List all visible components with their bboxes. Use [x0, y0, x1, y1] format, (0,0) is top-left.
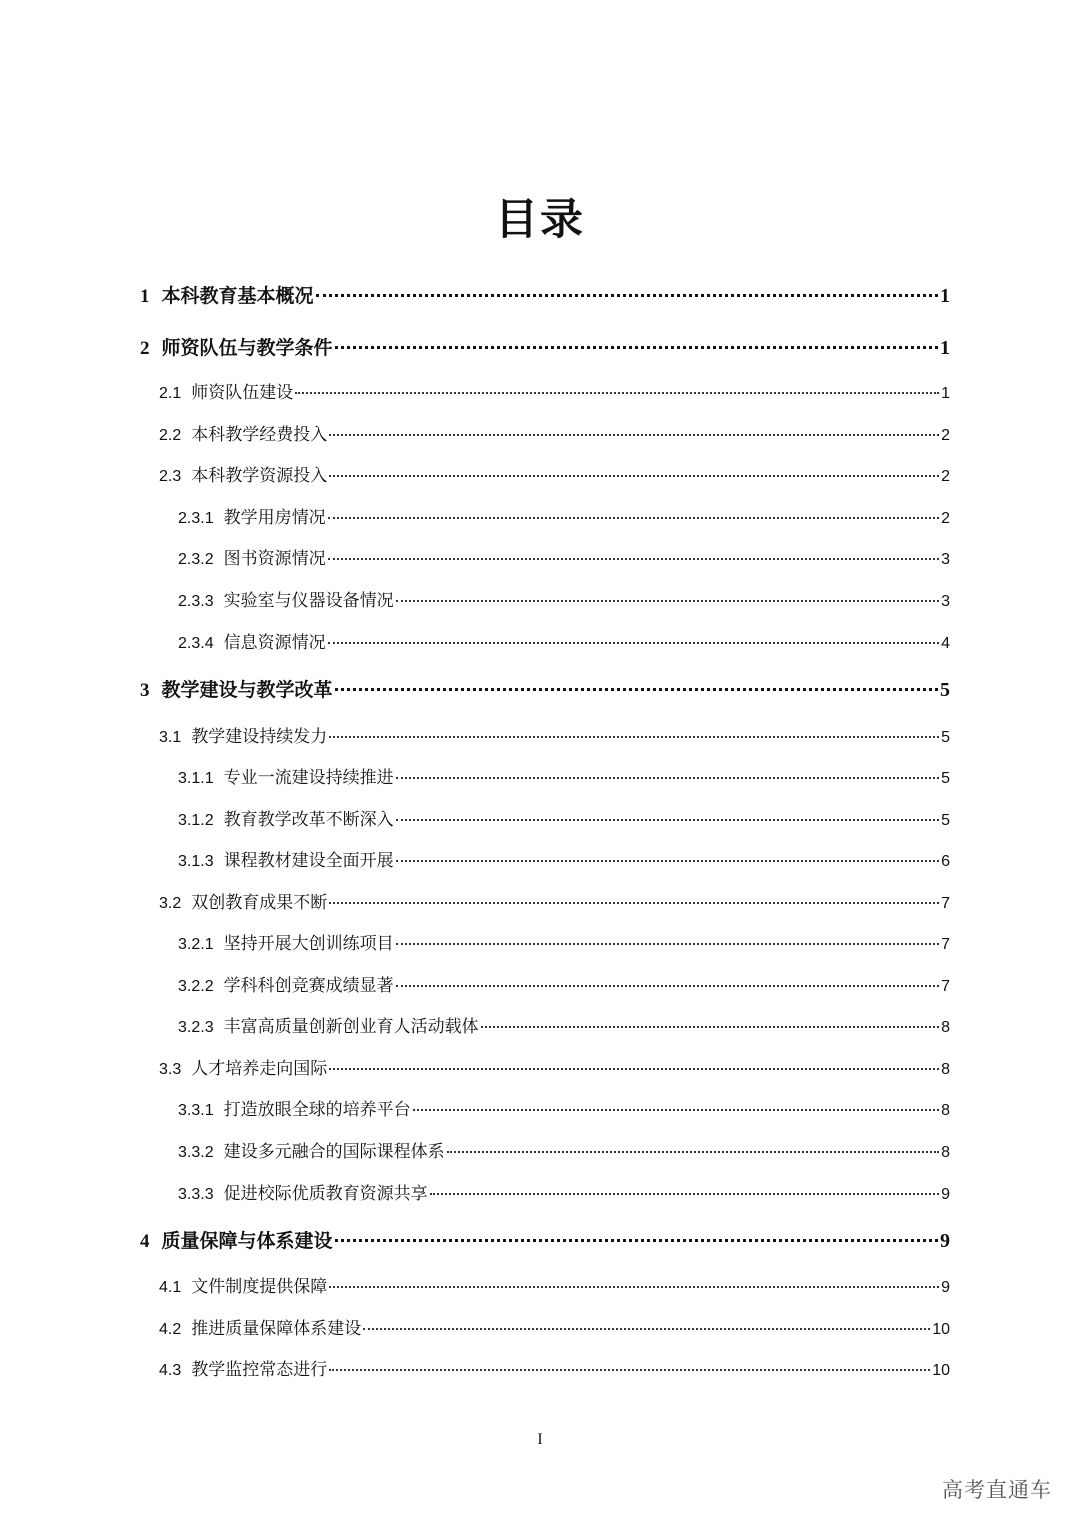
toc-entry-number: 3.1.3: [178, 853, 214, 870]
toc-entry-4-2[interactable]: [159, 1316, 950, 1342]
toc-entry-label: 教学建设与教学改革: [161, 679, 333, 701]
toc-dot-leader: [430, 1193, 940, 1195]
toc-entry-page: 5: [941, 812, 950, 829]
toc-entry-number: 3.2: [159, 895, 182, 912]
toc-entry-number: 3.3: [159, 1061, 182, 1078]
toc-entry-page: 8: [941, 1144, 950, 1161]
toc-dot-leader: [396, 819, 940, 821]
toc-entry-label: 师资队伍建设: [191, 383, 294, 403]
toc-dot-leader: [413, 1109, 940, 1111]
toc-entry-page: 4: [941, 635, 950, 652]
toc-entry-number: 3.2.1: [178, 936, 214, 953]
toc-entry-3-3[interactable]: [159, 1056, 950, 1082]
toc-entry-label: 推进质量保障体系建设: [191, 1319, 362, 1339]
toc-entry-page: 2: [941, 510, 950, 527]
toc-entry-label: 打造放眼全球的培养平台: [223, 1100, 411, 1120]
toc-entry-label: 丰富高质量创新创业育人活动载体: [223, 1017, 479, 1037]
toc-entry-number: 3.2.3: [178, 1019, 214, 1036]
toc-entry-3[interactable]: [140, 677, 950, 703]
toc-entry-page: 5: [941, 729, 950, 746]
toc-entry-number: 3.1.1: [178, 770, 214, 787]
footer-page-number: I: [537, 1431, 543, 1448]
toc-dot-leader: [396, 600, 940, 602]
toc-dot-leader: [396, 943, 940, 945]
toc-entry-number: 4.1: [159, 1279, 182, 1296]
toc-entry-page: 1: [940, 285, 950, 307]
toc-dot-leader: [329, 475, 939, 477]
toc-entry-number: 2.3.4: [178, 635, 214, 652]
toc-entry-2-3-2[interactable]: [178, 546, 950, 572]
toc-entry-number: 3.3.1: [178, 1102, 214, 1119]
toc-dot-leader: [329, 902, 939, 904]
toc-entry-number: 3.2.2: [178, 978, 214, 995]
toc-entry-label: 坚持开展大创训练项目: [223, 934, 394, 954]
toc-entry-label: 人才培养走向国际: [191, 1059, 328, 1079]
toc-entry-2-3[interactable]: [159, 463, 950, 489]
toc-entry-3-1-1[interactable]: [178, 765, 950, 791]
toc-entry-3-1[interactable]: [159, 724, 950, 750]
toc-entry-number: 2.2: [159, 427, 182, 444]
toc-entry-label: 师资队伍与教学条件: [161, 337, 333, 359]
toc-entry-label: 教育教学改革不断深入: [223, 810, 394, 830]
toc-entry-page: 7: [941, 895, 950, 912]
toc-entry-label: 图书资源情况: [223, 549, 326, 569]
toc-entry-page: 2: [941, 468, 950, 485]
toc-entry-page: 5: [940, 679, 950, 701]
toc-entry-3-2-3[interactable]: [178, 1014, 950, 1040]
toc-dot-leader: [329, 1068, 939, 1070]
toc-entry-page: 8: [941, 1102, 950, 1119]
toc-dot-leader: [335, 1239, 938, 1242]
toc-entry-number: 2.3.3: [178, 593, 214, 610]
toc-dot-leader: [363, 1328, 930, 1330]
toc-entry-page: 7: [941, 978, 950, 995]
toc-dot-leader: [396, 985, 940, 987]
toc-entry-3-3-2[interactable]: [178, 1139, 950, 1165]
toc-entry-page: 8: [941, 1061, 950, 1078]
toc-entry-page: 9: [941, 1279, 950, 1296]
toc-entry-page: 3: [941, 551, 950, 568]
toc-dot-leader: [316, 294, 938, 297]
toc-entry-4[interactable]: [140, 1228, 950, 1254]
toc-entry-3-2[interactable]: [159, 890, 950, 916]
toc-entry-number: 2.3.2: [178, 551, 214, 568]
toc-entry-number: 4: [140, 1231, 150, 1252]
toc-entry-number: 3.1: [159, 729, 182, 746]
toc-dot-leader: [335, 346, 938, 349]
toc-entry-page: 8: [941, 1019, 950, 1036]
toc-entry-page: 5: [941, 770, 950, 787]
toc-entry-number: 2.3: [159, 468, 182, 485]
toc-entry-3-2-2[interactable]: [178, 973, 950, 999]
toc-entry-page: 6: [941, 853, 950, 870]
toc-entry-number: 1: [140, 286, 150, 307]
watermark-text: 高考直通车: [942, 1478, 1052, 1502]
toc-entry-label: 本科教学经费投入: [191, 425, 328, 445]
toc-entry-page: 1: [940, 337, 950, 359]
toc-dot-leader: [328, 558, 940, 560]
toc-entry-2[interactable]: [140, 335, 950, 361]
toc-entry-label: 教学建设持续发力: [191, 727, 328, 747]
toc-entry-page: 9: [941, 1186, 950, 1203]
toc-entry-page: 10: [932, 1321, 950, 1338]
toc-dot-leader: [396, 860, 940, 862]
toc-entry-number: 2.3.1: [178, 510, 214, 527]
toc-dot-leader: [329, 1286, 939, 1288]
toc-dot-leader: [295, 392, 939, 394]
toc-entry-label: 本科教育基本概况: [161, 285, 314, 307]
toc-dot-leader: [329, 1369, 930, 1371]
toc-entry-page: 10: [932, 1362, 950, 1379]
toc-entry-page: 7: [941, 936, 950, 953]
toc-entry-3-3-3[interactable]: [178, 1181, 950, 1207]
toc-entry-2-3-4[interactable]: [178, 630, 950, 656]
toc-entry-label: 信息资源情况: [223, 633, 326, 653]
toc-entry-label: 质量保障与体系建设: [161, 1230, 333, 1252]
toc-entry-label: 专业一流建设持续推进: [223, 768, 394, 788]
toc-entry-label: 教学监控常态进行: [191, 1360, 328, 1380]
toc-dot-leader: [328, 517, 940, 519]
toc-entry-number: 3: [140, 680, 150, 701]
toc-entry-label: 课程教材建设全面开展: [223, 851, 394, 871]
toc-entry-label: 建设多元融合的国际课程体系: [223, 1142, 445, 1162]
toc-entry-3-2-1[interactable]: [178, 931, 950, 957]
toc-entry-1[interactable]: [140, 283, 950, 309]
toc-entry-page: 1: [941, 385, 950, 402]
toc-entry-4-3[interactable]: [159, 1357, 950, 1383]
toc-entry-label: 教学用房情况: [223, 508, 326, 528]
toc-entry-2-1[interactable]: [159, 380, 950, 406]
toc-entry-3-3-1[interactable]: [178, 1097, 950, 1123]
toc-entry-2-3-3[interactable]: [178, 588, 950, 614]
toc-dot-leader: [335, 688, 938, 691]
toc-entry-page: 9: [940, 1230, 950, 1252]
toc-entry-3-1-3[interactable]: [178, 848, 950, 874]
toc-entry-number: 3.3.3: [178, 1186, 214, 1203]
toc-dot-leader: [328, 642, 940, 644]
toc-entry-3-1-2[interactable]: [178, 807, 950, 833]
toc-dot-leader: [481, 1026, 940, 1028]
toc-entry-2-3-1[interactable]: [178, 505, 950, 531]
toc-entry-page: 2: [941, 427, 950, 444]
toc-entry-label: 促进校际优质教育资源共享: [223, 1184, 428, 1204]
toc-entry-number: 3.1.2: [178, 812, 214, 829]
page-title: 目录: [495, 195, 585, 245]
toc-entry-label: 文件制度提供保障: [191, 1277, 328, 1297]
toc-entry-2-2[interactable]: [159, 422, 950, 448]
toc-entry-label: 学科科创竞赛成绩显著: [223, 976, 394, 996]
toc-dot-leader: [329, 736, 939, 738]
toc-entry-label: 双创教育成果不断: [191, 893, 328, 913]
toc-entry-number: 2: [140, 338, 150, 359]
toc-entry-number: 2.1: [159, 385, 182, 402]
toc-dot-leader: [329, 434, 939, 436]
toc-entry-label: 实验室与仪器设备情况: [223, 591, 394, 611]
toc-entry-label: 本科教学资源投入: [191, 466, 328, 486]
toc-entry-number: 3.3.2: [178, 1144, 214, 1161]
toc-dot-leader: [396, 777, 940, 779]
toc-entry-page: 3: [941, 593, 950, 610]
toc-entry-4-1[interactable]: [159, 1274, 950, 1300]
toc-dot-leader: [447, 1151, 940, 1153]
toc-entry-number: 4.2: [159, 1321, 182, 1338]
toc-entry-number: 4.3: [159, 1362, 182, 1379]
